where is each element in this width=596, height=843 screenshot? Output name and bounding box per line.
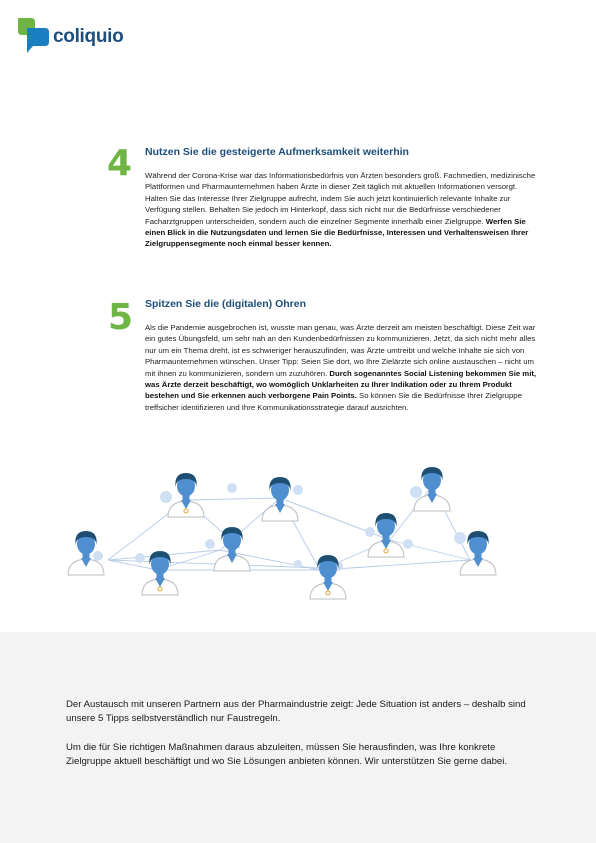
tip-body-4-text: Während der Corona-Krise war das Informationsbedürfnis von Ärzten besonders groß. Fachmedien, medizinische Plattformen und Pharmaunternehmen haben Ärzte in dieser Zeit täglich mit aktuellen Informationen versorgt. Halten Sie das Interesse Ihrer Zielgruppe aufrecht, indem Sie auch jetzt kontinuierlich relevante Inhalte zur Verfügung stellen. Behalten Sie jedoch im Hinterkopf, dass sich nicht nur die Bedürfnisse verschiedener Facharztgruppen unterscheiden, sondern auch die einzelner Segmente innerhalb einer Zielgruppe. [145,171,536,226]
tip-body-5-text-end: So können Sie die Bedürfnisse Ihrer Zielgruppe treffsicher identifizieren und Ihre Kommunikationsstrategie darauf ausrichten. [145,391,522,412]
tip-body-4 [145,170,540,250]
footer-paragraph-1: Der Austausch mit unseren Partnern aus der Pharmaindustrie zeigt: Jede Situation ist anders – deshalb sind unsere 5 Tipps selbstverständlich nur Faustregeln. [66,699,526,725]
doctor-avatar-icon [262,477,298,521]
logo-text: coliquio [53,25,124,47]
coliquio-logo[interactable] [18,18,123,54]
tip-body-5-emphasis: Durch sogenanntes Social Listening bekommen Sie mit, was Ärzte derzeit beschäftigt, wo womöglich Unklarheiten zu Ihrer Indikation oder zu Ihrem Produkt bestehen und Sie erkennen auch verborgene Pain Points. [145,368,537,401]
doctor-network-illustration [60,460,520,600]
tip-body-5-text: Als die Pandemie ausgebrochen ist, wusste man genau, was Ärzte derzeit am meisten beschäftigt. Diese Zeit war ein gutes Übungsfeld, um sehr nah an den Kundenbedürfnissen zu kommunizieren. Jetzt, da sich nicht mehr alles nur um ein Thema dreht, ist es schwieriger herauszufinden, was Ärzte umtreibt und welche Inhalte sie sich von Pharmaunternehmen wünschen. Unser Tipp: Seien Sie dort, wo Ihre Zielärzte sich online austauschen – nicht um mit ihnen zu kommunizieren, sondern um zuzuhören. [145,323,536,378]
doctor-avatar-icon [142,551,178,595]
doctor-avatar-icon [214,527,250,571]
tip-body-5 [145,322,540,413]
tip-number-4: 4 [107,143,133,184]
tip-number-5: 5 [108,297,134,338]
tip-heading-4: Nutzen Sie die gesteigerte Aufmerksamkeit weiterhin [145,146,409,158]
footer-panel [0,632,596,843]
tip-body-4-emphasis: Werfen Sie einen Blick in die Nutzungsdaten und lernen Sie die Bedürfnisse, Interessen und Verhaltensweisen Ihrer Zielgruppensegmente noch einmal besser kennen. [145,216,529,249]
tip-heading-5: Spitzen Sie die (digitalen) Ohren [145,298,307,310]
doctor-avatar-icon [168,473,204,517]
logo-mark-icon [18,18,50,54]
footer-paragraph-2: Um die für Sie richtigen Maßnahmen daraus abzuleiten, müssen Sie herausfinden, was Ihre konkrete Zielgruppe aktuell beschäftigt und wo Sie Lösungen anbieten können. Wir unterstützen Sie gerne dabei. [66,742,508,768]
stethoscope-icons [158,509,388,595]
